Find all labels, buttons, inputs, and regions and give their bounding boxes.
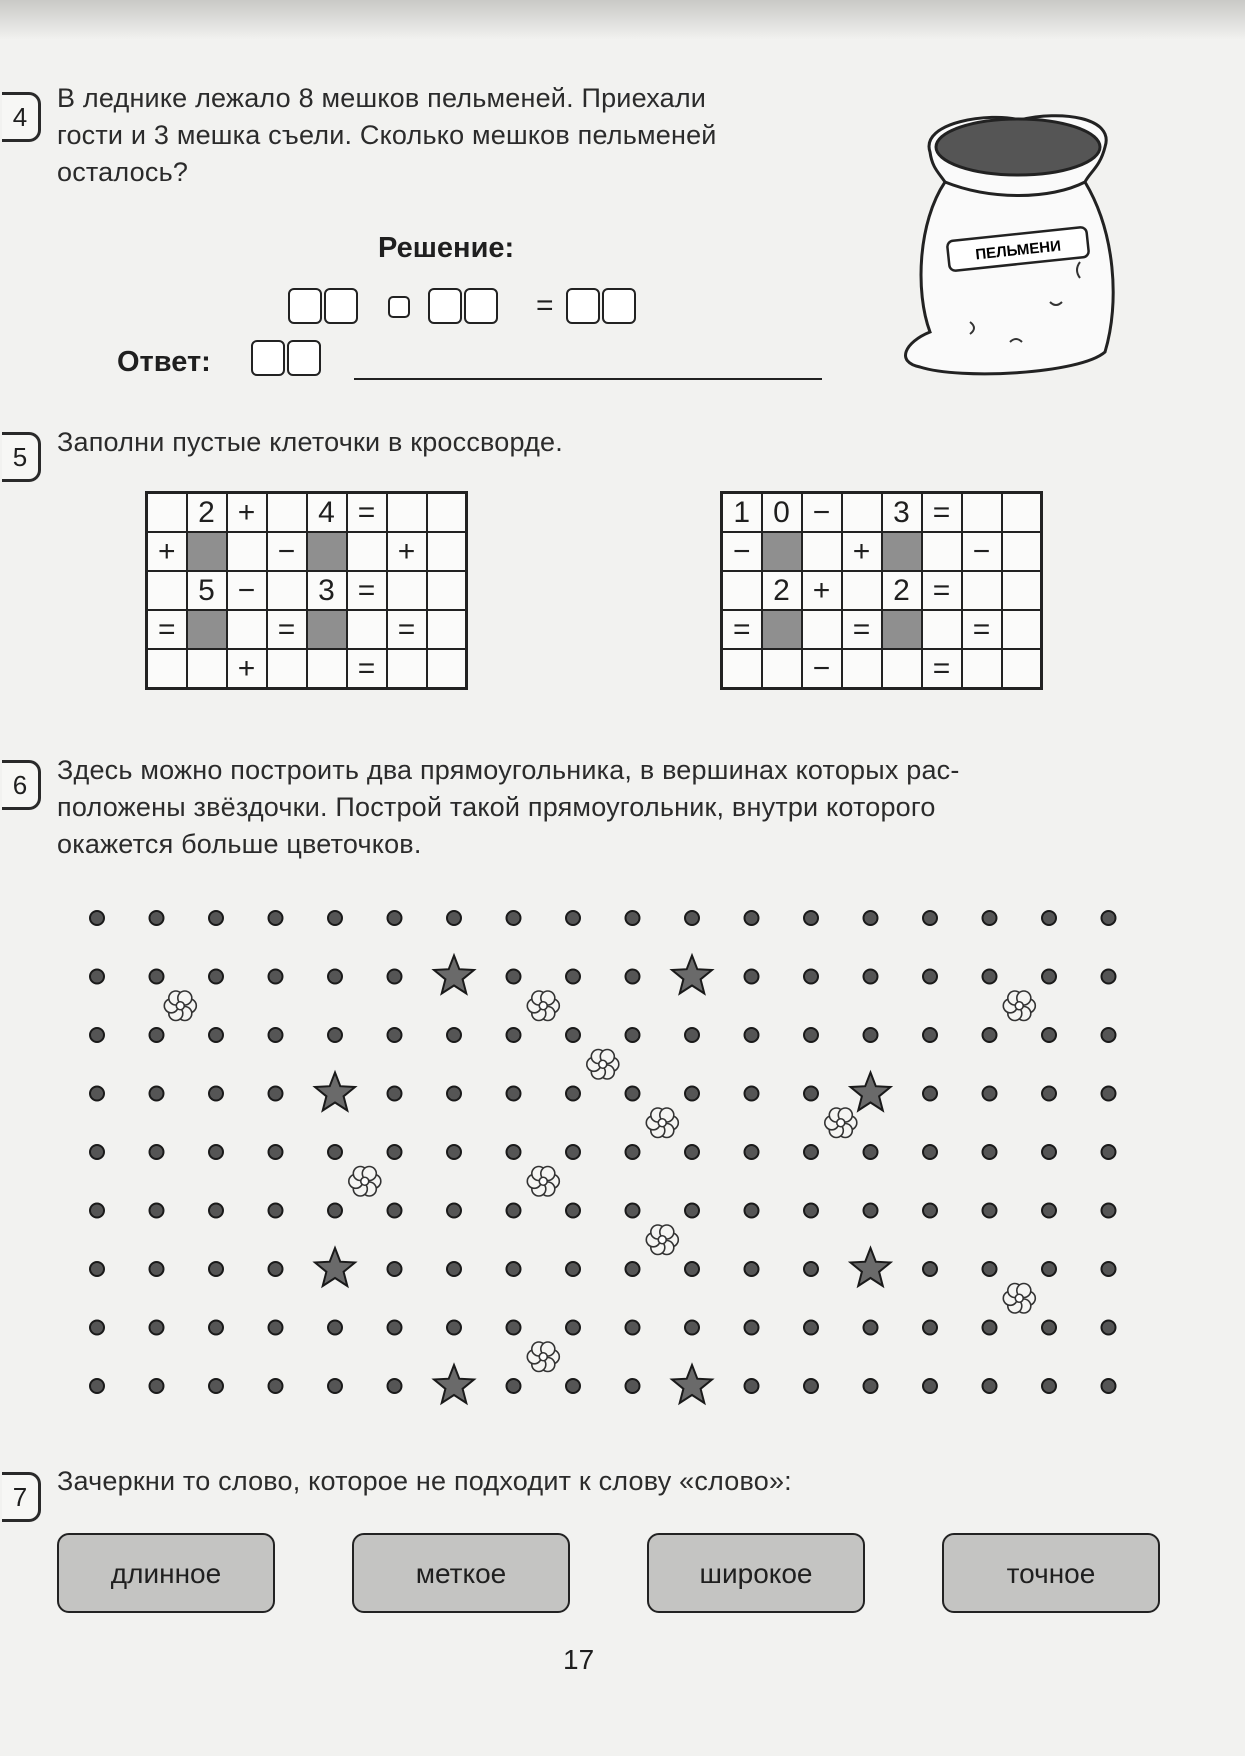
filled-cell: 2	[882, 571, 922, 610]
grid-dot[interactable]	[983, 970, 997, 984]
grid-dot[interactable]	[209, 1145, 223, 1159]
grid-dot[interactable]	[209, 1262, 223, 1276]
grid-dot[interactable]	[804, 1087, 818, 1101]
grid-dot[interactable]	[983, 1379, 997, 1393]
flower-icon	[349, 1167, 381, 1197]
grid-dot[interactable]	[328, 1028, 342, 1042]
grid-dot[interactable]	[1102, 1321, 1116, 1335]
filled-cell: 2	[762, 571, 802, 610]
filled-cell: +	[227, 649, 267, 689]
grid-dot[interactable]	[745, 1028, 759, 1042]
grid-dot[interactable]	[804, 1145, 818, 1159]
grid-dot[interactable]	[209, 1321, 223, 1335]
grid-dot[interactable]	[447, 1028, 461, 1042]
star-marker[interactable]	[315, 1248, 355, 1286]
grid-dot[interactable]	[507, 1262, 521, 1276]
star-marker[interactable]	[851, 1248, 891, 1286]
grid-dot[interactable]	[983, 1087, 997, 1101]
star-marker[interactable]	[434, 956, 474, 994]
grid-dot[interactable]	[864, 1379, 878, 1393]
star-marker[interactable]	[434, 1365, 474, 1403]
filled-cell: =	[922, 493, 962, 533]
grid-dot[interactable]	[804, 1379, 818, 1393]
grid-dot[interactable]	[626, 1321, 640, 1335]
grid-dot[interactable]	[923, 1087, 937, 1101]
grid-dot[interactable]	[1042, 1321, 1056, 1335]
flower-icon	[527, 1342, 559, 1372]
grid-dot[interactable]	[983, 1204, 997, 1218]
grid-dot[interactable]	[150, 1087, 164, 1101]
grid-dot[interactable]	[269, 1262, 283, 1276]
grid-dot[interactable]	[923, 911, 937, 925]
grid-dot[interactable]	[923, 1321, 937, 1335]
filled-cell: =	[922, 649, 962, 689]
grid-dot[interactable]	[269, 970, 283, 984]
grid-dot[interactable]	[150, 1204, 164, 1218]
grid-dot[interactable]	[507, 1087, 521, 1101]
filled-cell: −	[962, 532, 1002, 571]
grid-dot[interactable]	[626, 970, 640, 984]
grid-dot[interactable]	[150, 1262, 164, 1276]
grid-dot[interactable]	[447, 1204, 461, 1218]
filled-cell: +	[227, 493, 267, 533]
star-marker[interactable]	[851, 1073, 891, 1111]
filled-cell: 2	[187, 493, 227, 533]
grid-dot[interactable]	[745, 1087, 759, 1101]
grid-dot[interactable]	[923, 970, 937, 984]
star-marker[interactable]	[672, 956, 712, 994]
equals-sign: =	[536, 289, 554, 322]
grid-dot[interactable]	[90, 911, 104, 925]
task-5-text: Заполни пустые клеточки в кроссворде.	[57, 427, 563, 457]
grid-dot[interactable]	[1102, 911, 1116, 925]
grid-dot[interactable]	[150, 911, 164, 925]
task-6-line-3: окажется больше цветочков.	[57, 829, 422, 859]
grid-dot[interactable]	[1042, 1028, 1056, 1042]
filled-cell: =	[267, 610, 307, 649]
grid-dot[interactable]	[685, 911, 699, 925]
filled-cell: +	[802, 571, 842, 610]
solution-label: Решение:	[378, 232, 515, 264]
grid-dot[interactable]	[685, 1262, 699, 1276]
grid-dot[interactable]	[566, 1204, 580, 1218]
grid-dot[interactable]	[447, 1321, 461, 1335]
flower-icon	[587, 1050, 619, 1080]
grid-dot[interactable]	[388, 1028, 402, 1042]
grid-dot[interactable]	[745, 1321, 759, 1335]
flower-icon	[1003, 1284, 1035, 1314]
grid-dot[interactable]	[626, 911, 640, 925]
filled-cell: =	[147, 610, 187, 649]
task-4-line-1: В леднике лежало 8 мешков пельменей. Приехали	[57, 83, 707, 113]
grid-dot[interactable]	[745, 1204, 759, 1218]
grid-dot[interactable]	[388, 970, 402, 984]
word-option-1[interactable]: длинное	[57, 1533, 275, 1613]
flower-icon	[527, 1167, 559, 1197]
grid-dot[interactable]	[328, 1145, 342, 1159]
grid-dot[interactable]	[388, 1204, 402, 1218]
grid-dot[interactable]	[269, 1204, 283, 1218]
grid-dot[interactable]	[507, 1321, 521, 1335]
grid-dot[interactable]	[90, 970, 104, 984]
grid-dot[interactable]	[328, 970, 342, 984]
grid-dot[interactable]	[90, 1087, 104, 1101]
grid-dot[interactable]	[745, 1379, 759, 1393]
grid-dot[interactable]	[209, 1087, 223, 1101]
grid-dot[interactable]	[1102, 1145, 1116, 1159]
filled-cell: 4	[307, 493, 347, 533]
grid-dot[interactable]	[685, 1204, 699, 1218]
grid-dot[interactable]	[864, 970, 878, 984]
grid-dot[interactable]	[1042, 970, 1056, 984]
grid-dot[interactable]	[269, 1028, 283, 1042]
grid-dot[interactable]	[150, 1379, 164, 1393]
grid-dot[interactable]	[1042, 1145, 1056, 1159]
grid-dot[interactable]	[1042, 1379, 1056, 1393]
grid-dot[interactable]	[388, 1321, 402, 1335]
filled-cell: +	[147, 532, 187, 571]
grid-dot[interactable]	[209, 1204, 223, 1218]
grid-dot[interactable]	[90, 1262, 104, 1276]
grid-dot[interactable]	[626, 1145, 640, 1159]
grid-dot[interactable]	[507, 1145, 521, 1159]
grid-dot[interactable]	[626, 1262, 640, 1276]
grid-dot[interactable]	[626, 1028, 640, 1042]
grid-dot[interactable]	[447, 911, 461, 925]
grid-dot[interactable]	[923, 1262, 937, 1276]
filled-cell: 3	[307, 571, 347, 610]
grid-dot[interactable]	[447, 1145, 461, 1159]
filled-cell: 5	[187, 571, 227, 610]
grid-dot[interactable]	[804, 1204, 818, 1218]
grid-dot[interactable]	[150, 970, 164, 984]
page-number: 17	[563, 1644, 595, 1675]
star-marker[interactable]	[315, 1073, 355, 1111]
grid-dot[interactable]	[804, 970, 818, 984]
filled-cell: 3	[882, 493, 922, 533]
task-7-text: Зачеркни то слово, которое не подходит к слову «слово»:	[57, 1466, 792, 1496]
task-4-line-2: гости и 3 мешка съели. Сколько мешков пельменей	[57, 120, 717, 150]
grid-dot[interactable]	[1102, 1087, 1116, 1101]
grid-dot[interactable]	[1042, 1204, 1056, 1218]
grid-dot[interactable]	[150, 1028, 164, 1042]
grid-dot[interactable]	[804, 1321, 818, 1335]
word-option-2[interactable]: меткое	[352, 1533, 570, 1613]
filled-cell: −	[802, 649, 842, 689]
grid-dot[interactable]	[507, 911, 521, 925]
task-5-number: 5	[2, 432, 41, 482]
grid-dot[interactable]	[566, 1321, 580, 1335]
grid-dot[interactable]	[923, 1145, 937, 1159]
answer-label: Ответ:	[117, 346, 211, 378]
filled-cell: 0	[762, 493, 802, 533]
grid-dot[interactable]	[685, 1145, 699, 1159]
grid-dot[interactable]	[447, 1262, 461, 1276]
grid-dot[interactable]	[388, 911, 402, 925]
filled-cell: =	[347, 493, 387, 533]
filled-cell: 1	[722, 493, 762, 533]
word-option-4[interactable]: точное	[942, 1533, 1160, 1613]
grid-dot[interactable]	[269, 1379, 283, 1393]
grid-dot[interactable]	[388, 1262, 402, 1276]
grid-dot[interactable]	[864, 911, 878, 925]
grid-dot[interactable]	[1102, 1379, 1116, 1393]
grid-dot[interactable]	[1042, 1087, 1056, 1101]
filled-cell: +	[842, 532, 882, 571]
flower-icon	[527, 991, 559, 1021]
grid-dot[interactable]	[745, 1262, 759, 1276]
task-4-line-3: осталось?	[57, 157, 189, 187]
grid-dot[interactable]	[507, 970, 521, 984]
grid-dot[interactable]	[90, 1379, 104, 1393]
filled-cell: =	[922, 571, 962, 610]
grid-dot[interactable]	[983, 1321, 997, 1335]
grid-dot[interactable]	[566, 1379, 580, 1393]
grid-dot[interactable]	[150, 1321, 164, 1335]
grid-dot[interactable]	[745, 911, 759, 925]
filled-cell: −	[267, 532, 307, 571]
grid-dot[interactable]	[507, 1204, 521, 1218]
grid-dot[interactable]	[269, 1321, 283, 1335]
grid-dot[interactable]	[328, 911, 342, 925]
grid-dot[interactable]	[388, 1145, 402, 1159]
filled-cell: =	[842, 610, 882, 649]
grid-dot[interactable]	[864, 1145, 878, 1159]
grid-dot[interactable]	[983, 911, 997, 925]
task-4-number: 4	[2, 92, 41, 142]
task-6-line-2: положены звёздочки. Построй такой прямоугольник, внутри которого	[57, 792, 936, 822]
grid-dot[interactable]	[685, 1087, 699, 1101]
flower-icon	[1003, 991, 1035, 1021]
grid-dot[interactable]	[388, 1379, 402, 1393]
grid-dot[interactable]	[328, 1204, 342, 1218]
grid-dot[interactable]	[566, 970, 580, 984]
grid-dot[interactable]	[804, 1028, 818, 1042]
grid-dot[interactable]	[923, 1204, 937, 1218]
task-7-number: 7	[2, 1472, 41, 1522]
grid-dot[interactable]	[983, 1262, 997, 1276]
grid-dot[interactable]	[864, 1028, 878, 1042]
grid-dot[interactable]	[209, 1028, 223, 1042]
grid-dot[interactable]	[923, 1379, 937, 1393]
filled-cell: −	[227, 571, 267, 610]
grid-dot[interactable]	[90, 1204, 104, 1218]
grid-dot[interactable]	[388, 1087, 402, 1101]
grid-dot[interactable]	[566, 1087, 580, 1101]
flower-icon	[646, 1225, 678, 1255]
grid-dot[interactable]	[626, 1087, 640, 1101]
grid-dot[interactable]	[1042, 1262, 1056, 1276]
bag-label: ПЕЛЬМЕНИ	[974, 237, 1062, 264]
grid-dot[interactable]	[626, 1204, 640, 1218]
grid-dot[interactable]	[507, 1379, 521, 1393]
grid-dot[interactable]	[685, 1321, 699, 1335]
grid-dot[interactable]	[1042, 911, 1056, 925]
grid-dot[interactable]	[685, 1028, 699, 1042]
flower-icon	[646, 1108, 678, 1138]
grid-dot[interactable]	[566, 911, 580, 925]
grid-dot[interactable]	[626, 1379, 640, 1393]
task-6-number: 6	[2, 760, 41, 810]
grid-dot[interactable]	[745, 970, 759, 984]
grid-dot[interactable]	[1102, 1262, 1116, 1276]
grid-dot[interactable]	[90, 1028, 104, 1042]
grid-dot[interactable]	[864, 1321, 878, 1335]
flower-icon	[825, 1108, 857, 1138]
grid-dot[interactable]	[507, 1028, 521, 1042]
grid-dot[interactable]	[209, 970, 223, 984]
filled-cell: −	[722, 532, 762, 571]
filled-cell: =	[347, 571, 387, 610]
filled-cell: =	[387, 610, 427, 649]
flower-icon	[164, 991, 196, 1021]
grid-dot[interactable]	[983, 1028, 997, 1042]
grid-dot[interactable]	[566, 1028, 580, 1042]
grid-dot[interactable]	[328, 1379, 342, 1393]
grid-dot[interactable]	[983, 1145, 997, 1159]
grid-dot[interactable]	[447, 1087, 461, 1101]
grid-dot[interactable]	[1102, 1028, 1116, 1042]
grid-dot[interactable]	[269, 911, 283, 925]
grid-dot[interactable]	[328, 1321, 342, 1335]
grid-dot[interactable]	[269, 1087, 283, 1101]
grid-dot[interactable]	[1102, 1204, 1116, 1218]
grid-dot[interactable]	[804, 1262, 818, 1276]
filled-cell: +	[387, 532, 427, 571]
word-option-3[interactable]: широкое	[647, 1533, 865, 1613]
grid-dot[interactable]	[566, 1145, 580, 1159]
grid-dot[interactable]	[269, 1145, 283, 1159]
filled-cell: =	[722, 610, 762, 649]
grid-dot[interactable]	[745, 1145, 759, 1159]
grid-dot[interactable]	[90, 1321, 104, 1335]
grid-dot[interactable]	[90, 1145, 104, 1159]
star-marker[interactable]	[672, 1365, 712, 1403]
filled-cell: −	[802, 493, 842, 533]
grid-dot[interactable]	[209, 1379, 223, 1393]
task-6-line-1: Здесь можно построить два прямоугольника, в вершинах которых рас-	[57, 755, 960, 785]
grid-dot[interactable]	[1102, 970, 1116, 984]
filled-cell: =	[347, 649, 387, 689]
grid-dot[interactable]	[150, 1145, 164, 1159]
grid-dot[interactable]	[804, 911, 818, 925]
grid-dot[interactable]	[864, 1204, 878, 1218]
grid-dot[interactable]	[209, 911, 223, 925]
filled-cell: =	[962, 610, 1002, 649]
grid-dot[interactable]	[923, 1028, 937, 1042]
grid-dot[interactable]	[566, 1262, 580, 1276]
